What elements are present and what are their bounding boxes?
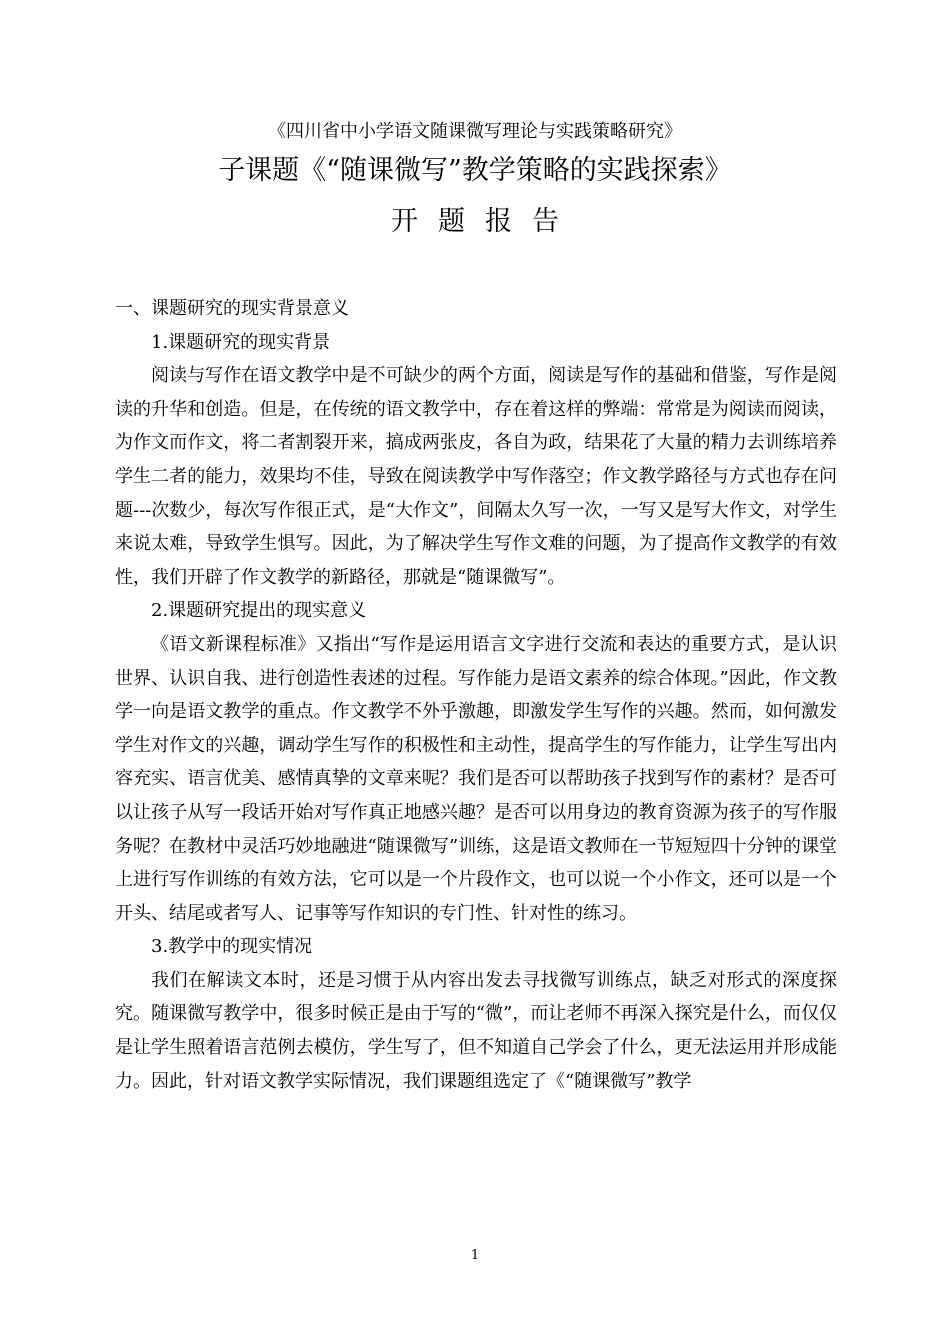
paragraph-current-situation: 我们在解读文本时，还是习惯于从内容出发去寻找微写训练点，缺乏对形式的深度探究。随课微写教学中，很多时候正是由于写的“微”，而让老师不再深入探究是什么，而仅仅是让学生照着语言范例去模仿，学生写了，但不知道自己学会了什么，更无法运用并形成能力。因此，针对语文教学实际情况，我们课题组选定了《“随课微写”教学 bbox=[115, 969, 837, 1092]
subsection-heading-background: 1.课题研究的现实背景 bbox=[151, 331, 331, 353]
series-title: 《四川省中小学语文随课微写理论与实践策略研究》 bbox=[268, 121, 682, 142]
page-number: 1 bbox=[470, 1248, 480, 1263]
subsection-heading-current-situation: 3.教学中的现实情况 bbox=[151, 936, 313, 958]
sub-title: 子课题《“随课微写”教学策略的实践探索》 bbox=[218, 155, 732, 186]
paragraph-background: 阅读与写作在语文教学中是不可缺少的两个方面，阅读是写作的基础和借鉴，写作是阅读的升华和创造。但是，在传统的语文教学中，存在着这样的弊端：常常是为阅读而阅读，为作文而作文，将二者割裂开来，搞成两张皮，各自为政，结果花了大量的精力去训练培养学生二者的能力，效果均不佳，导致在阅读教学中写作落空；作文教学路径与方式也存在问题---次数少，每次写作很正式，是“大作文”，间隔太久写一次，一写又是写大作文，对学生来说太难，导致学生惧写。因此，为了解决学生写作文难的问题，为了提高作文教学的有效性，我们开辟了作文教学的新路径，那就是“随课微写”。 bbox=[115, 365, 837, 588]
section-heading: 一、课题研究的现实背景意义 bbox=[115, 298, 349, 319]
report-title: 开题报告 bbox=[391, 206, 579, 237]
subsection-heading-significance: 2.课题研究提出的现实意义 bbox=[151, 600, 367, 622]
paragraph-significance: 《语文新课程标准》又指出“写作是运用语言文字进行交流和表达的重要方式，是认识世界、认识自我、进行创造性表述的过程。写作能力是语文素养的综合体现。”因此，作文教学一向是语文教学的重点。作文教学不外乎激趣，即激发学生写作的兴趣。然而，如何激发学生对作文的兴趣，调动学生写作的积极性和主动性，提高学生的写作能力，让学生写出内容充实、语言优美、感情真挚的文章来呢？我们是否可以帮助孩子找到写作的素材？是否可以让孩子从写一段话开始对写作真正地感兴趣？是否可以用身边的教育资源为孩子的写作服务呢？在教材中灵活巧妙地融进“随课微写”训练，这是语文教师在一节短短四十分钟的课堂上进行写作训练的有效方法，它可以是一个片段作文，也可以说一个小作文，还可以是一个开头、结尾或者写人、记事等写作知识的专门性、针对性的练习。 bbox=[115, 633, 837, 924]
document-body bbox=[115, 292, 837, 1098]
